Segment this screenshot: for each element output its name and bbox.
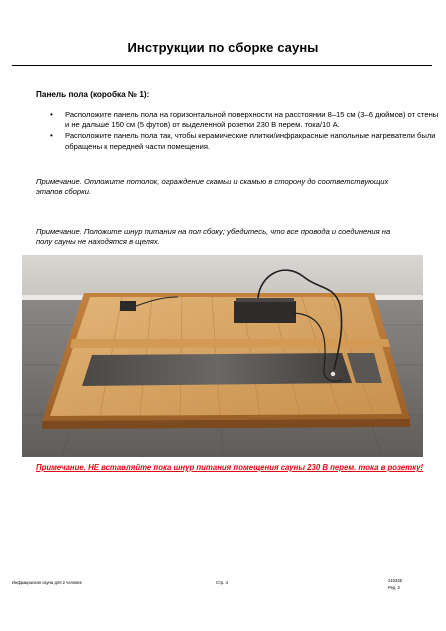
bullet-icon: • [50, 110, 53, 119]
panel-divider-bar [70, 339, 390, 348]
list-item [36, 131, 440, 151]
bullet-icon: • [50, 131, 53, 141]
heater-plate-left [82, 353, 352, 386]
footer-page-number: Стр. 4 [216, 580, 228, 585]
cable-plug [331, 372, 335, 376]
footer-rev: Ред. 2 [388, 584, 400, 590]
note-ceiling: Примечание. Отложите потолок, ограждение скамьи и скамью в сторону до соответствующих этапов сборки. [36, 177, 389, 197]
junction-box-left [120, 301, 136, 311]
footer-revision [388, 578, 402, 591]
list-item [36, 110, 440, 130]
warning-note: Примечание. НЕ вставляйте пока шнур питания помещения сауны 230 В перем. тока в розетку! [36, 463, 424, 472]
page-title: Инструкции по сборке сауны [127, 40, 319, 55]
control-box-top [236, 298, 294, 302]
title-rule [12, 65, 432, 66]
instruction-list [36, 110, 440, 152]
control-box [234, 301, 296, 323]
note-power-cord: Примечание. Положите шнур питания на пол сбоку; убедитесь, что все провода и соединения на полу сауны не находятся в щелях. [36, 227, 391, 247]
photo-wall [22, 255, 423, 299]
section-heading: Панель пола (коробка № 1): [36, 90, 150, 99]
floor-panel-photo [22, 255, 423, 457]
list-item-text: Расположите панель пола так, чтобы керамические плитки/инфракрасные напольные нагреватели были обращены к передней части помещения. [65, 131, 436, 151]
list-item-text: Расположите панель пола на горизонтальной поверхности на расстоянии 8–15 см (3–6 дюймов) от стены и не дальше 150 см (5 футов) от выделенной розетки 230 В перем. тока/10 А. [65, 110, 439, 130]
footer-product-name: Инфракрасная сауна для 2 человек [12, 580, 82, 585]
footer-code: 210325 [388, 578, 402, 583]
